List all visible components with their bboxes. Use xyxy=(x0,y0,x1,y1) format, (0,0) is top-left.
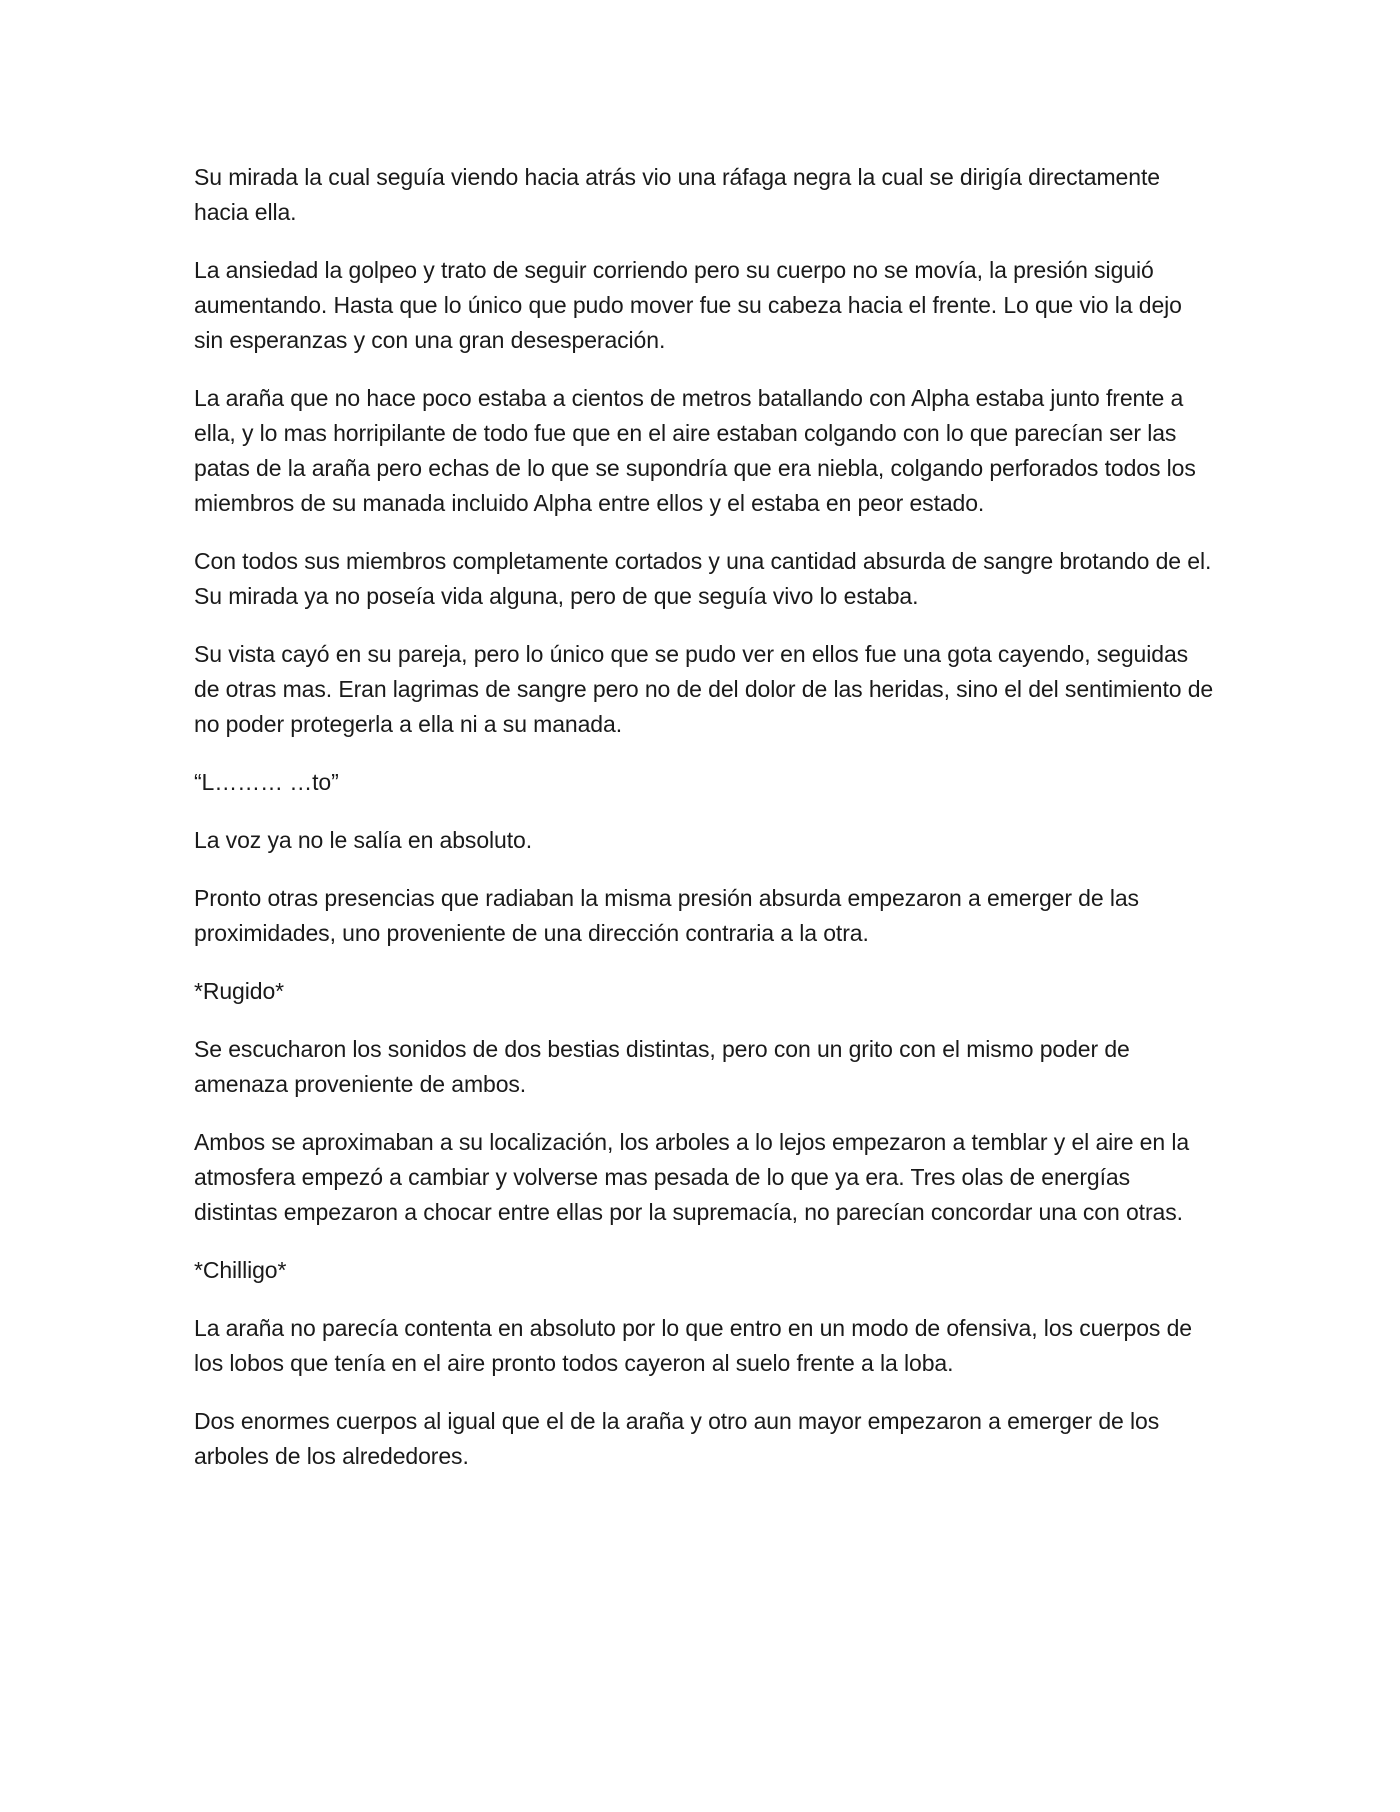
dialogue-line: “L……… …to” xyxy=(194,769,339,795)
sound-effect-line: *Rugido* xyxy=(194,978,284,1004)
paragraph: La araña no parecía contenta en absoluto por lo que entro en un modo de ofensiva, los cuerpos de los lobos que tenía en el aire pronto todos cayeron al suelo frente a la loba. xyxy=(194,1315,1192,1376)
paragraph: La araña que no hace poco estaba a cientos de metros batallando con Alpha estaba junto frente a ella, y lo mas horripilante de todo fue que en el aire estaban colgando con lo que parecían ser las patas de la araña pero echas de lo que se supondría que era niebla, colgando perforados todos los miembros de su manada incluido Alpha entre ellos y el estaba en peor estado. xyxy=(194,385,1196,516)
paragraph: La voz ya no le salía en absoluto. xyxy=(194,827,532,853)
paragraph: Su vista cayó en su pareja, pero lo único que se pudo ver en ellos fue una gota cayendo, seguidas de otras mas. Eran lagrimas de sangre pero no de del dolor de las heridas, sino el del sentimiento de no poder protegerla a ella ni a su manada. xyxy=(194,641,1214,737)
paragraph: Pronto otras presencias que radiaban la misma presión absurda empezaron a emerger de las proximidades, uno proveniente de una dirección contraria a la otra. xyxy=(194,885,1139,946)
paragraph: Su mirada la cual seguía viendo hacia atrás vio una ráfaga negra la cual se dirigía directamente hacia ella. xyxy=(194,164,1160,225)
paragraph: Dos enormes cuerpos al igual que el de la araña y otro aun mayor empezaron a emerger de los arboles de los alrededores. xyxy=(194,1408,1160,1469)
paragraph: Con todos sus miembros completamente cortados y una cantidad absurda de sangre brotando de el. Su mirada ya no poseía vida alguna, pero de que seguía vivo lo estaba. xyxy=(194,548,1212,609)
sound-effect-line: *Chilligo* xyxy=(194,1257,287,1283)
paragraph: Se escucharon los sonidos de dos bestias distintas, pero con un grito con el mismo poder de amenaza proveniente de ambos. xyxy=(194,1036,1130,1097)
paragraph: La ansiedad la golpeo y trato de seguir corriendo pero su cuerpo no se movía, la presión siguió aumentando. Hasta que lo único que pudo mover fue su cabeza hacia el frente. Lo que vio la dejo sin esperanzas y con una gran desesperación. xyxy=(194,257,1182,353)
paragraph: Ambos se aproximaban a su localización, los arboles a lo lejos empezaron a temblar y el aire en la atmosfera empezó a cambiar y volverse mas pesada de lo que ya era. Tres olas de energías distintas empezaron a chocar entre ellas por la supremacía, no parecían concordar una con otras. xyxy=(194,1129,1190,1225)
document-body xyxy=(194,160,1214,1497)
